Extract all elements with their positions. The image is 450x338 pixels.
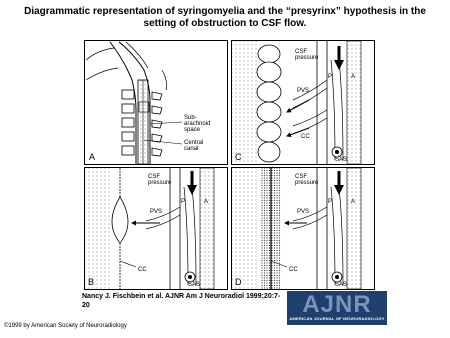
label-pvs-d: PVS xyxy=(297,209,310,215)
label-cc-c: CC xyxy=(301,134,310,140)
panel-b xyxy=(85,168,228,290)
figure-title: Diagrammatic representation of syringomyelia and the “presyrinx” hypothesis in the setting of obstruction to CSF flow. xyxy=(24,6,426,29)
copyright-notice: ©1999 by American Society of Neuroradiology xyxy=(4,323,127,329)
label-csf-c-2: pressure xyxy=(295,55,319,61)
logo-sub-text: AMERICAN JOURNAL OF NEURORADIOLOGY xyxy=(289,316,385,321)
citation-caption: Nancy J. Fischbein et al. AJNR Am J Neuroradiol 1999;20:7-20 xyxy=(82,293,281,309)
label-cc-b: CC xyxy=(138,267,147,273)
label-a-c: A xyxy=(351,74,356,80)
label-csf-d-2: pressure xyxy=(295,180,319,186)
logo-main-text: AJNR xyxy=(302,291,372,318)
panel-d xyxy=(232,168,375,290)
panel-letter-d: D xyxy=(235,277,242,287)
label-csf-c-1: CSF xyxy=(295,49,307,55)
panel-letter-b: B xyxy=(88,277,95,287)
label-subarachnoid-3: space xyxy=(184,127,201,133)
label-p-c: P xyxy=(328,74,333,80)
label-sas-b: SAS xyxy=(188,282,201,288)
label-cc-d: CC xyxy=(289,267,298,273)
label-subarachnoid-2: arachnoid xyxy=(184,121,211,127)
label-sas-d: SAS xyxy=(335,282,348,288)
ajnr-logo xyxy=(287,291,387,325)
label-csf-b-2: pressure xyxy=(148,180,172,186)
panel-a xyxy=(85,41,228,165)
label-central-1: Central xyxy=(184,140,204,146)
label-a-b: A xyxy=(204,199,209,205)
label-central-2: canal xyxy=(184,146,199,152)
label-csf-b-1: CSF xyxy=(148,174,160,180)
label-pvs-b: PVS xyxy=(150,209,163,215)
label-sas-c: SAS xyxy=(335,157,348,163)
label-csf-d-1: CSF xyxy=(295,174,307,180)
panel-c xyxy=(232,41,375,165)
label-pvs-c: PVS xyxy=(297,88,310,94)
label-p-b: P xyxy=(181,199,186,205)
label-a-d: A xyxy=(351,199,356,205)
label-p-d: P xyxy=(328,199,333,205)
panel-letter-c: C xyxy=(235,152,242,162)
panel-letter-a: A xyxy=(89,152,96,162)
label-subarachnoid-1: Sub- xyxy=(184,115,197,121)
syringomyelia-diagram xyxy=(84,40,375,290)
